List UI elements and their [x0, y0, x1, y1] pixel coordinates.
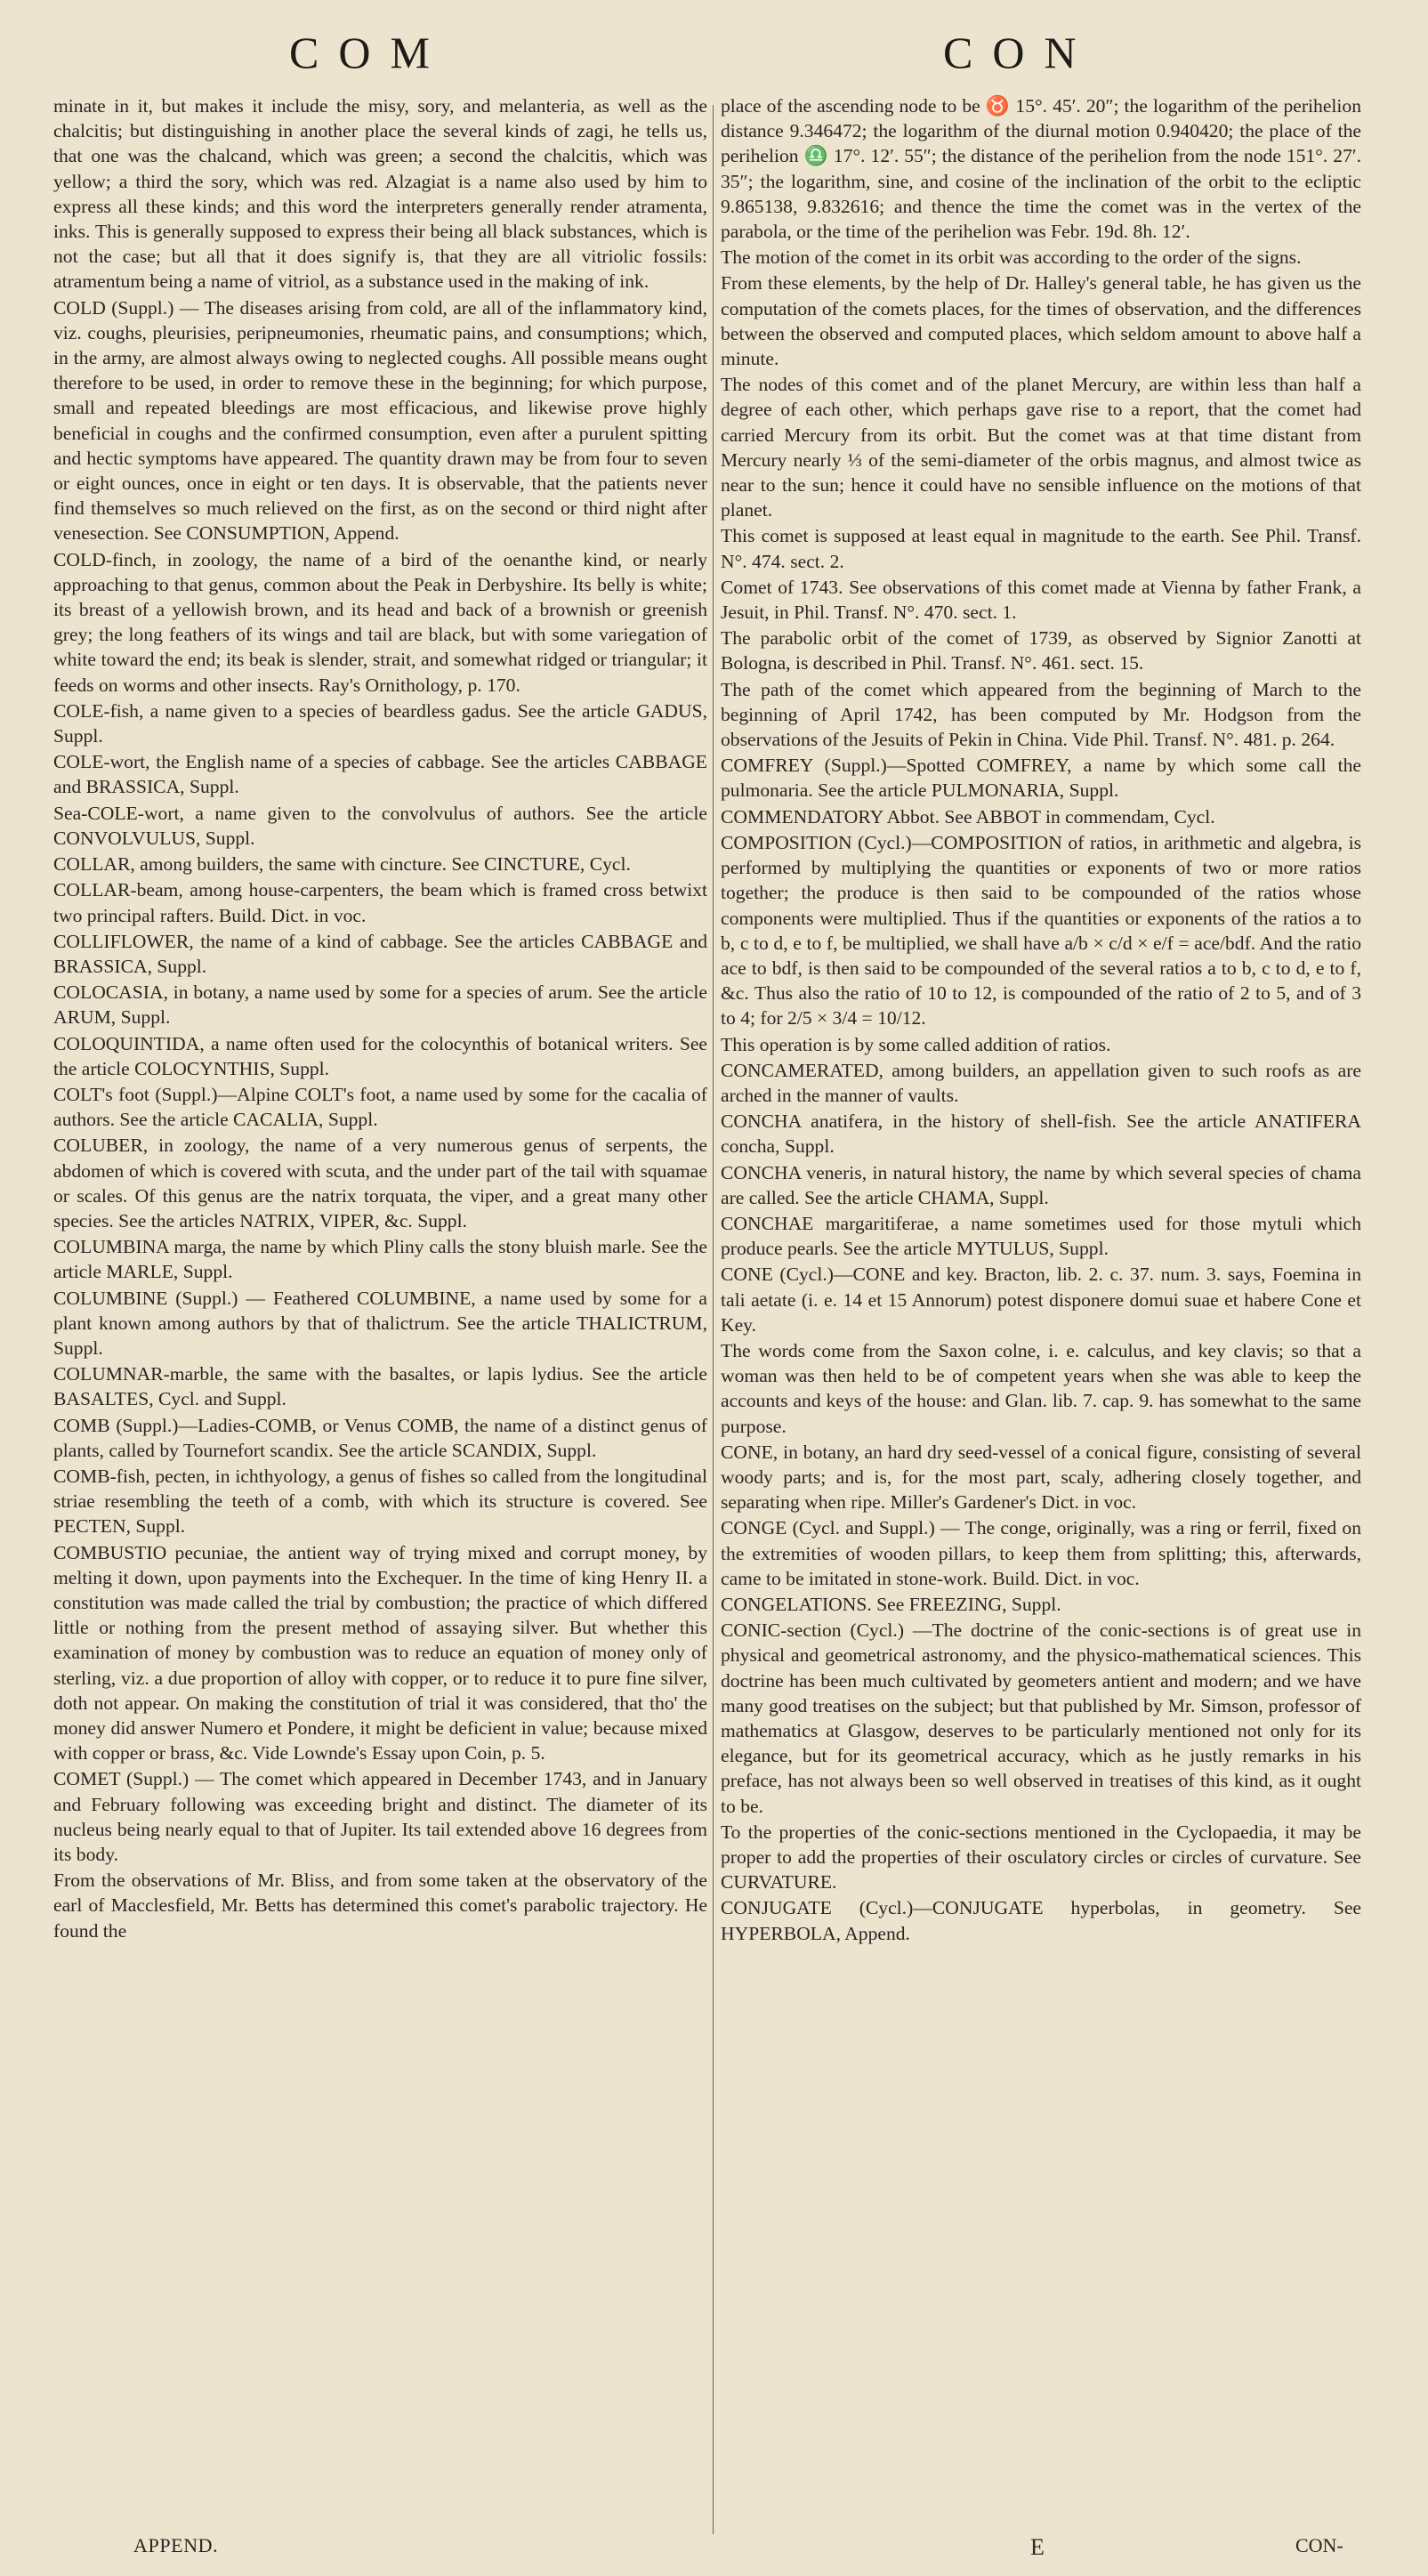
entry-sea-cole-wort: Sea-COLE-wort, a name given to the convolvulus of authors. See the article CONVOLVULUS, Suppl.	[53, 802, 707, 849]
entry-cold: COLD (Suppl.) — The diseases arising from cold, are all of the inflammatory kind, viz. coughs, pleurisies, peripneumonies, rheumatic pains, and consumptions; which, in the army, are almost always owing to neglected coughs. All possible means ought therefore to be used, in order to remove these in the beginning; for which purpose, small and repeated bleedings are most efficacious, and likewise prove highly beneficial in coughs and the confirmed consumption, even after a purulent spitting and hectic symptoms have appeared. The quantity drawn may be from four to seven or eight ounces, once in eight or ten days. It is observable, that the patients never find themselves so much relieved on the first, as on the second or third night after venesection. See CONSUMPTION, Append.	[53, 296, 707, 545]
entry-concha-veneris: CONCHA veneris, in natural history, the name by which several species of chama are called. See the article CHAMA, Suppl.	[721, 1161, 1361, 1208]
entry-comet-halley: From these elements, by the help of Dr. Halley's general table, he has given us the computation of the comets places, for the times of observation, and the differences between the observed and computed places, which seldom amount to above half a minute.	[721, 272, 1361, 370]
running-head-left: COM	[289, 28, 449, 77]
entry-columbina: COLUMBINA marga, the name by which Pliny calls the stony bluish marle. See the article MARLE, Suppl.	[53, 1236, 707, 1283]
entry-composition: COMPOSITION (Cycl.)—COMPOSITION of ratios, in arithmetic and algebra, is performed by multiplying the quantities or exponents of two or more ratios together; the produce is then said to be compounded of the ratios whose components were multiplied. Thus if the quantities or exponents of the ratios a to b, c to d, e to f, be multiplied, we shall have a/b × c/d × e/f = ace/bdf. And the ratio ace to bdf, is then said to be compounded of the several ratios a to b, c to d, e to f, &c. Thus also the ratio of 10 to 12, is compounded of the ratio of 2 to 5, and of 3 to 4; for 2/5 × 3/4 = 10/12.	[721, 831, 1361, 1030]
catchword-right: CON-	[1295, 2534, 1343, 2556]
entry-cole-wort: COLE-wort, the English name of a species of cabbage. See the articles CABBAGE and BRASSICA, Suppl.	[53, 751, 707, 798]
entry-collar: COLLAR, among builders, the same with cincture. See CINCTURE, Cycl.	[53, 853, 631, 876]
entry-cole-fish: COLE-fish, a name given to a species of beardless gadus. See the article GADUS, Suppl.	[53, 699, 707, 747]
entry-vitriol-continued: minate in it, but makes it include the misy, sory, and melanteria, as well as the chalcitis; but distinguishing in another place the several kinds of zagi, he tells us, that one was the chalcand, which was green; a second the chalcitis, which was yellow; a third the sory, which was red. Alzagiat is a name also used by him to express all these kinds; and this word the interpreters generally render atramenta, inks. This is generally supposed to express their being all black substances, which is not the case; but all that it does signify is, that they are all vitriolic fossils: atramentum being a name of vitriol, as a substance used in the making of ink.	[53, 95, 707, 293]
entry-comet-1742: The path of the comet which appeared from the beginning of March to the beginning of April 1742, has been computed by Mr. Hodgson from the observations of the Jesuits of Pekin in China. Vide Phil. Transf. N°. 481. p. 264.	[721, 678, 1361, 751]
entry-comet-1739: The parabolic orbit of the comet of 1739, as observed by Signior Zanotti at Bologna, is described in Phil. Transf. N°. 461. sect. 15.	[721, 627, 1361, 674]
entry-comfrey: COMFREY (Suppl.)—Spotted COMFREY, a name by which some call the pulmonaria. See the article PULMONARIA, Suppl.	[721, 755, 1361, 802]
entry-commendatory: COMMENDATORY Abbot. See ABBOT in commendam, Cycl.	[721, 805, 1215, 828]
entry-conic-section: CONIC-section (Cycl.) —The doctrine of the conic-sections is of great use in physical and geometrical astronomy, and the physico-mathematical sciences. This doctrine has been much cultivated by geometers antient and modern; and we have many good treatises on the subject; but that published by Mr. Simson, professor of mathematics at Glasgow, deserves to be particularly mentioned not only for its elegance, but for its geometrical accuracy, which as he justly remarks in his preface, has not always been so well observed in treatises of this kind, as it ought to be.	[721, 1619, 1361, 1817]
entry-columbine: COLUMBINE (Suppl.) — Feathered COLUMBINE, a name used by some for a plant known among authors by that of thalictrum. See the article THALICTRUM, Suppl.	[53, 1287, 707, 1359]
page-footer	[0, 2534, 1428, 2570]
entry-colts-foot: COLT's foot (Suppl.)—Alpine COLT's foot, a name used by some for the cacalia of authors. See the article CACALIA, Suppl.	[53, 1083, 707, 1131]
entry-cold-finch: COLD-finch, in zoology, the name of a bird of the oenanthe kind, or nearly approaching to that genus, common about the Peak in Derbyshire. Its belly is white; its breast of a yellowish brown, and its head and back of a brownish or greenish grey; the long feathers of its wings and tail are black, but with some variegation of white toward the end; its beak is slender, strait, and somewhat ridged or triangular; it feeds on worms and other insects. Ray's Ornithology, p. 170.	[53, 548, 707, 696]
entry-colocasia: COLOCASIA, in botany, a name used by some for a species of arum. See the article ARUM, Suppl.	[53, 981, 707, 1029]
entry-composition-addition: This operation is by some called addition of ratios.	[721, 1033, 1111, 1055]
entry-collar-beam: COLLAR-beam, among house-carpenters, the beam which is framed cross betwixt two principal rafters. Build. Dict. in voc.	[53, 879, 707, 926]
entry-cone-saxon: The words come from the Saxon colne, i. e. calculus, and key clavis; so that a woman was then held to be of competent years when she was able to keep the accounts and keys of the house: and Glan. lib. 7. cap. 9. has somewhat to the same purpose.	[721, 1339, 1361, 1437]
left-column	[53, 93, 707, 1943]
entry-colliflower: COLLIFLOWER, the name of a kind of cabbage. See the articles CABBAGE and BRASSICA, Suppl.	[53, 930, 707, 977]
entry-comet: COMET (Suppl.) — The comet which appeared in December 1743, and in January and February following was exceeding bright and distinct. The diameter of its nucleus being nearly equal to that of Jupiter. Its tail extended above 16 degrees from its body.	[53, 1768, 707, 1866]
catchword-left: APPEND.	[133, 2534, 219, 2556]
entry-cone-key: CONE (Cycl.)—CONE and key. Bracton, lib. 2. c. 37. num. 3. says, Foemina in tali aetate (i. e. 14 et 15 Annorum) potest disponere domui suae et habere Cone et Key.	[721, 1264, 1361, 1336]
column-rule	[713, 105, 714, 2534]
entry-comet-bliss: From the observations of Mr. Bliss, and from some taken at the observatory of the earl of Macclesfield, Mr. Betts has determined this comet's parabolic trajectory. He found the	[53, 1869, 707, 1942]
entry-comet-motion: The motion of the comet in its orbit was according to the order of the signs.	[721, 246, 1302, 269]
page-header	[0, 27, 1428, 89]
entry-comb: COMB (Suppl.)—Ladies-COMB, or Venus COMB, the name of a distinct genus of plants, called by Tournefort scandix. See the article SCANDIX, Suppl.	[53, 1414, 707, 1461]
entry-coluber: COLUBER, in zoology, the name of a very numerous genus of serpents, the abdomen of which is covered with scuta, and the under part of the tail with squamae or scales. Of this genus are the natrix torquata, the viper, and a great many other species. See the articles NATRIX, VIPER, &c. Suppl.	[53, 1135, 707, 1231]
entry-comet-1743: Comet of 1743. See observations of this comet made at Vienna by father Frank, a Jesuit, in Phil. Transf. N°. 470. sect. 1.	[721, 576, 1361, 624]
entry-conic-properties: To the properties of the conic-sections mentioned in the Cyclopaedia, it may be proper to add the properties of their osculatory circles or circles of curvature. See CURVATURE.	[721, 1821, 1361, 1894]
entry-congelations: CONGELATIONS. See FREEZING, Suppl.	[721, 1593, 1061, 1615]
entry-concha-anatifera: CONCHA anatifera, in the history of shell-fish. See the article ANATIFERA concha, Suppl.	[721, 1110, 1361, 1158]
entry-concamerated: CONCAMERATED, among builders, an appellation given to such roofs as are arched in the manner of vaults.	[721, 1059, 1361, 1106]
entry-cone-botany: CONE, in botany, an hard dry seed-vessel of a conical figure, consisting of several woody parts; and is, for the most part, scaly, adhering closely together, and separating when ripe. Miller's Gardener's Dict. in voc.	[721, 1441, 1361, 1514]
entry-comet-elements: place of the ascending node to be ♉ 15°. 45′. 20″; the logarithm of the perihelion distance 9.346472; the logarithm of the diurnal motion 0.940420; the place of the perihelion ♎ 17°. 12′. 55″; the distance of the perihelion from the node 151°. 27′. 35″; the logarithm, sine, and cosine of the inclination of the orbit to the ecliptic 9.865138, 9.832616; and thence the time the comet was in the vertex of the parabola, or the time of the perihelion was Febr. 19d. 8h. 12′.	[721, 95, 1361, 243]
running-head-right: CON	[943, 28, 1096, 77]
entry-comb-fish: COMB-fish, pecten, in ichthyology, a genus of fishes so called from the longitudinal striae resembling the teeth of a comb, with which its structure is covered. See PECTEN, Suppl.	[53, 1465, 707, 1538]
entry-comet-magnitude: This comet is supposed at least equal in magnitude to the earth. See Phil. Transf. N°. 474. sect. 2.	[721, 525, 1361, 572]
entry-conjugate: CONJUGATE (Cycl.)—CONJUGATE hyperbolas, in geometry. See HYPERBOLA, Append.	[721, 1897, 1361, 1944]
entry-combustio: COMBUSTIO pecuniae, the antient way of trying mixed and corrupt money, by melting it down, upon payments into the Exchequer. In the time of king Henry II. a constitution was made called the trial by combustion; the practice of which differed little or nothing from the present method of assaying silver. But whether this examination of money by combustion was to reduce an equation of money only of sterling, viz. a due proportion of alloy with copper, or to reduce it to pure fine silver, doth not appear. On making the constitution of trial it was considered, that tho' the money did answer Numero et Pondere, it might be deficient in value; because mixed with copper or brass, &c. Vide Lownde's Essay upon Coin, p. 5.	[53, 1541, 707, 1764]
entry-conchae: CONCHAE margaritiferae, a name sometimes used for those mytuli which produce pearls. See the article MYTULUS, Suppl.	[721, 1212, 1361, 1260]
entry-columnar-marble: COLUMNAR-marble, the same with the basaltes, or lapis lydius. See the article BASALTES, Cycl. and Suppl.	[53, 1363, 707, 1410]
entry-coloquintida: COLOQUINTIDA, a name often used for the colocynthis of botanical writers. See the article COLOCYNTHIS, Suppl.	[53, 1032, 707, 1079]
right-column	[721, 93, 1361, 1946]
entry-comet-nodes: The nodes of this comet and of the planet Mercury, are within less than half a degree of each other, which perhaps gave rise to a report, that the comet had carried Mercury from its orbit. But the comet was at that time distant from Mercury nearly ⅓ of the semi-diameter of the orbis magnus, and almost twice as near to the sun; hence it could have no sensible influence on the motions of that planet.	[721, 374, 1361, 521]
entry-conge: CONGE (Cycl. and Suppl.) — The conge, originally, was a ring or ferril, fixed on the extremities of wooden pillars, to keep them from splitting; this, afterwards, came to be imitated in stone-work. Build. Dict. in voc.	[721, 1517, 1361, 1589]
signature-mark: E	[1030, 2534, 1045, 2560]
